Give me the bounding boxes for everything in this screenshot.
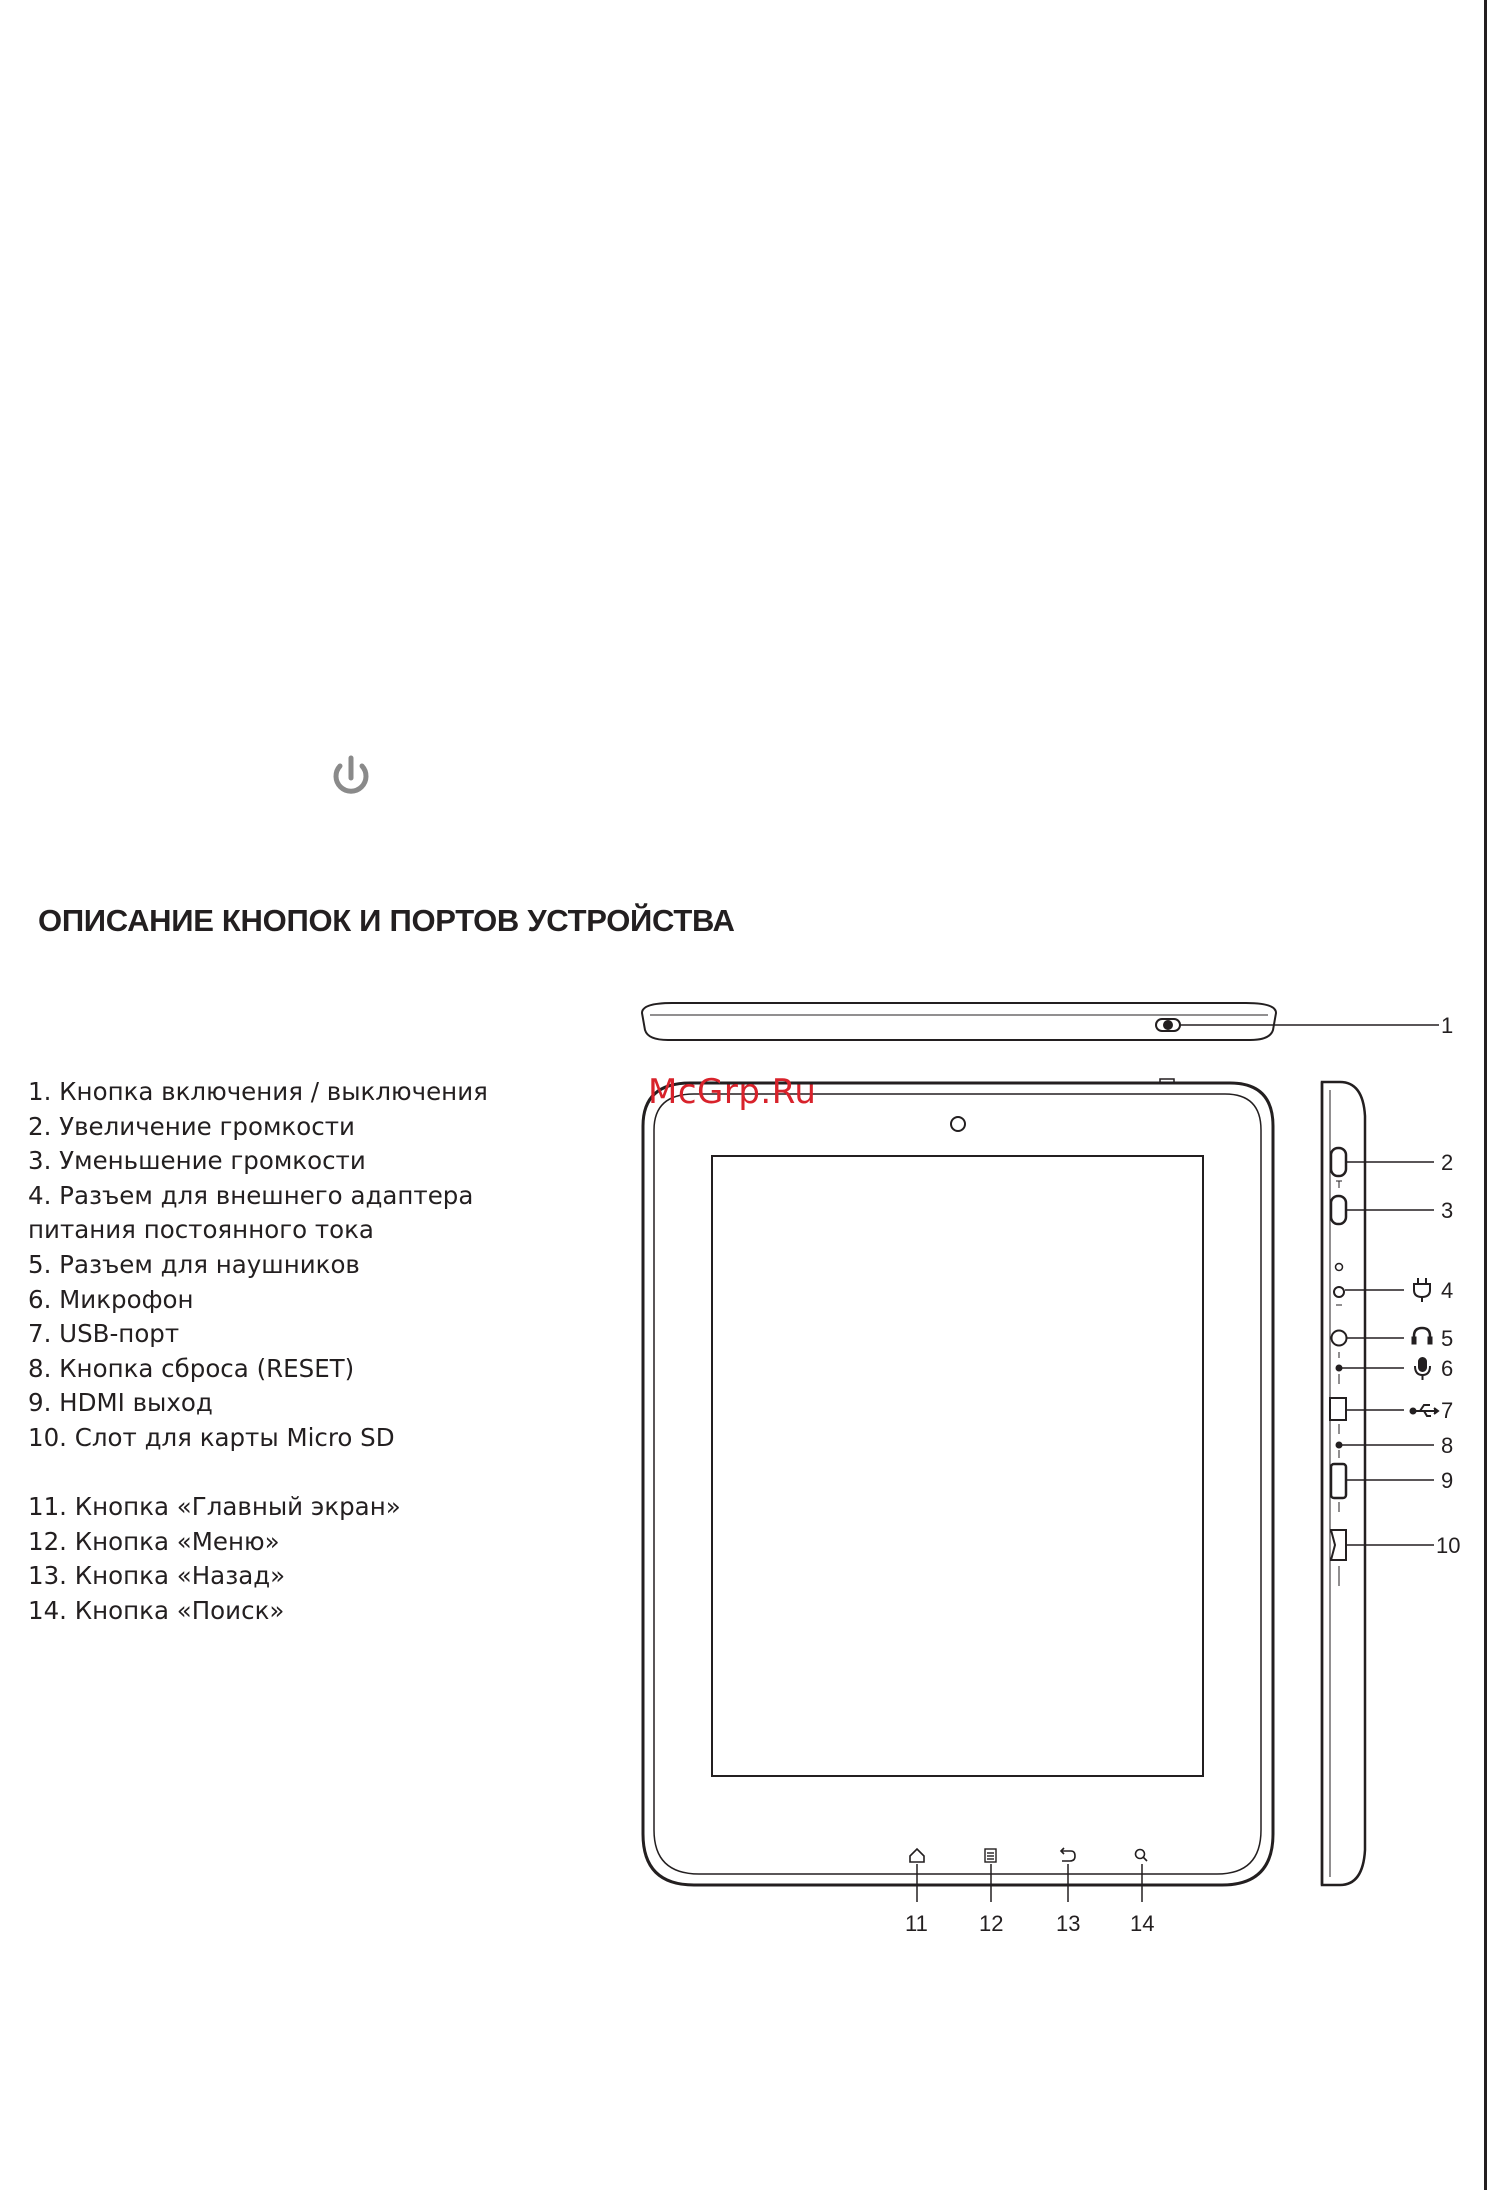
legend-item-13: 13. Кнопка «Назад»: [28, 1561, 286, 1591]
legend-item-4-cont: питания постоянного тока: [28, 1215, 374, 1245]
volume-down-button: [1331, 1196, 1346, 1224]
legend-item-14: 14. Кнопка «Поиск»: [28, 1595, 285, 1625]
legend-item-2: 2. Увеличение громкости: [28, 1111, 355, 1141]
callout-13: 13: [1056, 1911, 1081, 1936]
device-front-view: [643, 1079, 1273, 1885]
legend-item-3: 3. Уменьшение громкости: [28, 1146, 366, 1176]
menu-icon: [985, 1849, 996, 1862]
microphone-hole: [1337, 1366, 1342, 1371]
legend-item-10: 10. Слот для карты Micro SD: [28, 1422, 395, 1452]
microphone-icon: [1415, 1358, 1430, 1380]
legend-item-1: 1. Кнопка включения / выключения: [28, 1077, 488, 1106]
device-screen: [712, 1156, 1203, 1776]
dc-jack: [1334, 1287, 1344, 1297]
callout-lines-side: [1342, 1162, 1434, 1545]
device-side-view: [1322, 1082, 1365, 1885]
callout-11: 11: [905, 1911, 928, 1936]
legend-item-6: 6. Микрофон: [28, 1284, 194, 1314]
legend-item-11: 11. Кнопка «Главный экран»: [28, 1492, 401, 1522]
reset-hole: [1337, 1443, 1342, 1448]
callout-5: 5: [1441, 1326, 1454, 1351]
back-icon: [1061, 1848, 1075, 1861]
callout-12: 12: [979, 1911, 1004, 1936]
callout-1: 1: [1441, 1013, 1454, 1038]
callout-8: 8: [1441, 1433, 1454, 1458]
legend-item-8: 8. Кнопка сброса (RESET): [28, 1353, 355, 1383]
callout-7: 7: [1441, 1398, 1454, 1423]
legend-item-9: 9. HDMI выход: [28, 1388, 213, 1418]
callout-14: 14: [1130, 1911, 1155, 1936]
hdmi-port: [1331, 1464, 1346, 1498]
callout-9: 9: [1441, 1468, 1454, 1493]
callout-10: 10: [1436, 1533, 1461, 1558]
usb-port: [1330, 1398, 1346, 1420]
callout-lines-bottom: [917, 1864, 1142, 1902]
watermark: McGrp.Ru: [648, 1072, 817, 1112]
callout-3: 3: [1441, 1198, 1454, 1223]
usb-icon: [1411, 1405, 1439, 1416]
headphone-jack: [1332, 1331, 1347, 1346]
volume-up-button: [1331, 1148, 1346, 1176]
legend-item-5: 5. Разъем для наушников: [28, 1249, 360, 1279]
microsd-slot: [1331, 1530, 1346, 1560]
callout-2: 2: [1441, 1150, 1454, 1175]
side-port-marks: [1336, 1181, 1342, 1586]
legend-item-7: 7. USB-порт: [28, 1319, 180, 1349]
search-icon: [1136, 1850, 1148, 1862]
section-title: ОПИСАНИЕ КНОПОК И ПОРТОВ УСТРОЙСТВА: [38, 903, 735, 938]
front-camera: [951, 1117, 965, 1131]
plug-icon: [1414, 1278, 1430, 1302]
device-top-view: [642, 1003, 1276, 1040]
legend-item-4: 4. Разъем для внешнего адаптера: [28, 1180, 474, 1210]
indicator-hole: [1336, 1264, 1343, 1271]
home-icon: [910, 1849, 924, 1862]
callout-4: 4: [1441, 1278, 1454, 1303]
legend-item-12: 12. Кнопка «Меню»: [28, 1526, 280, 1556]
headphones-icon: [1412, 1328, 1432, 1344]
power-button: [1156, 1019, 1180, 1031]
callout-6: 6: [1441, 1356, 1454, 1381]
